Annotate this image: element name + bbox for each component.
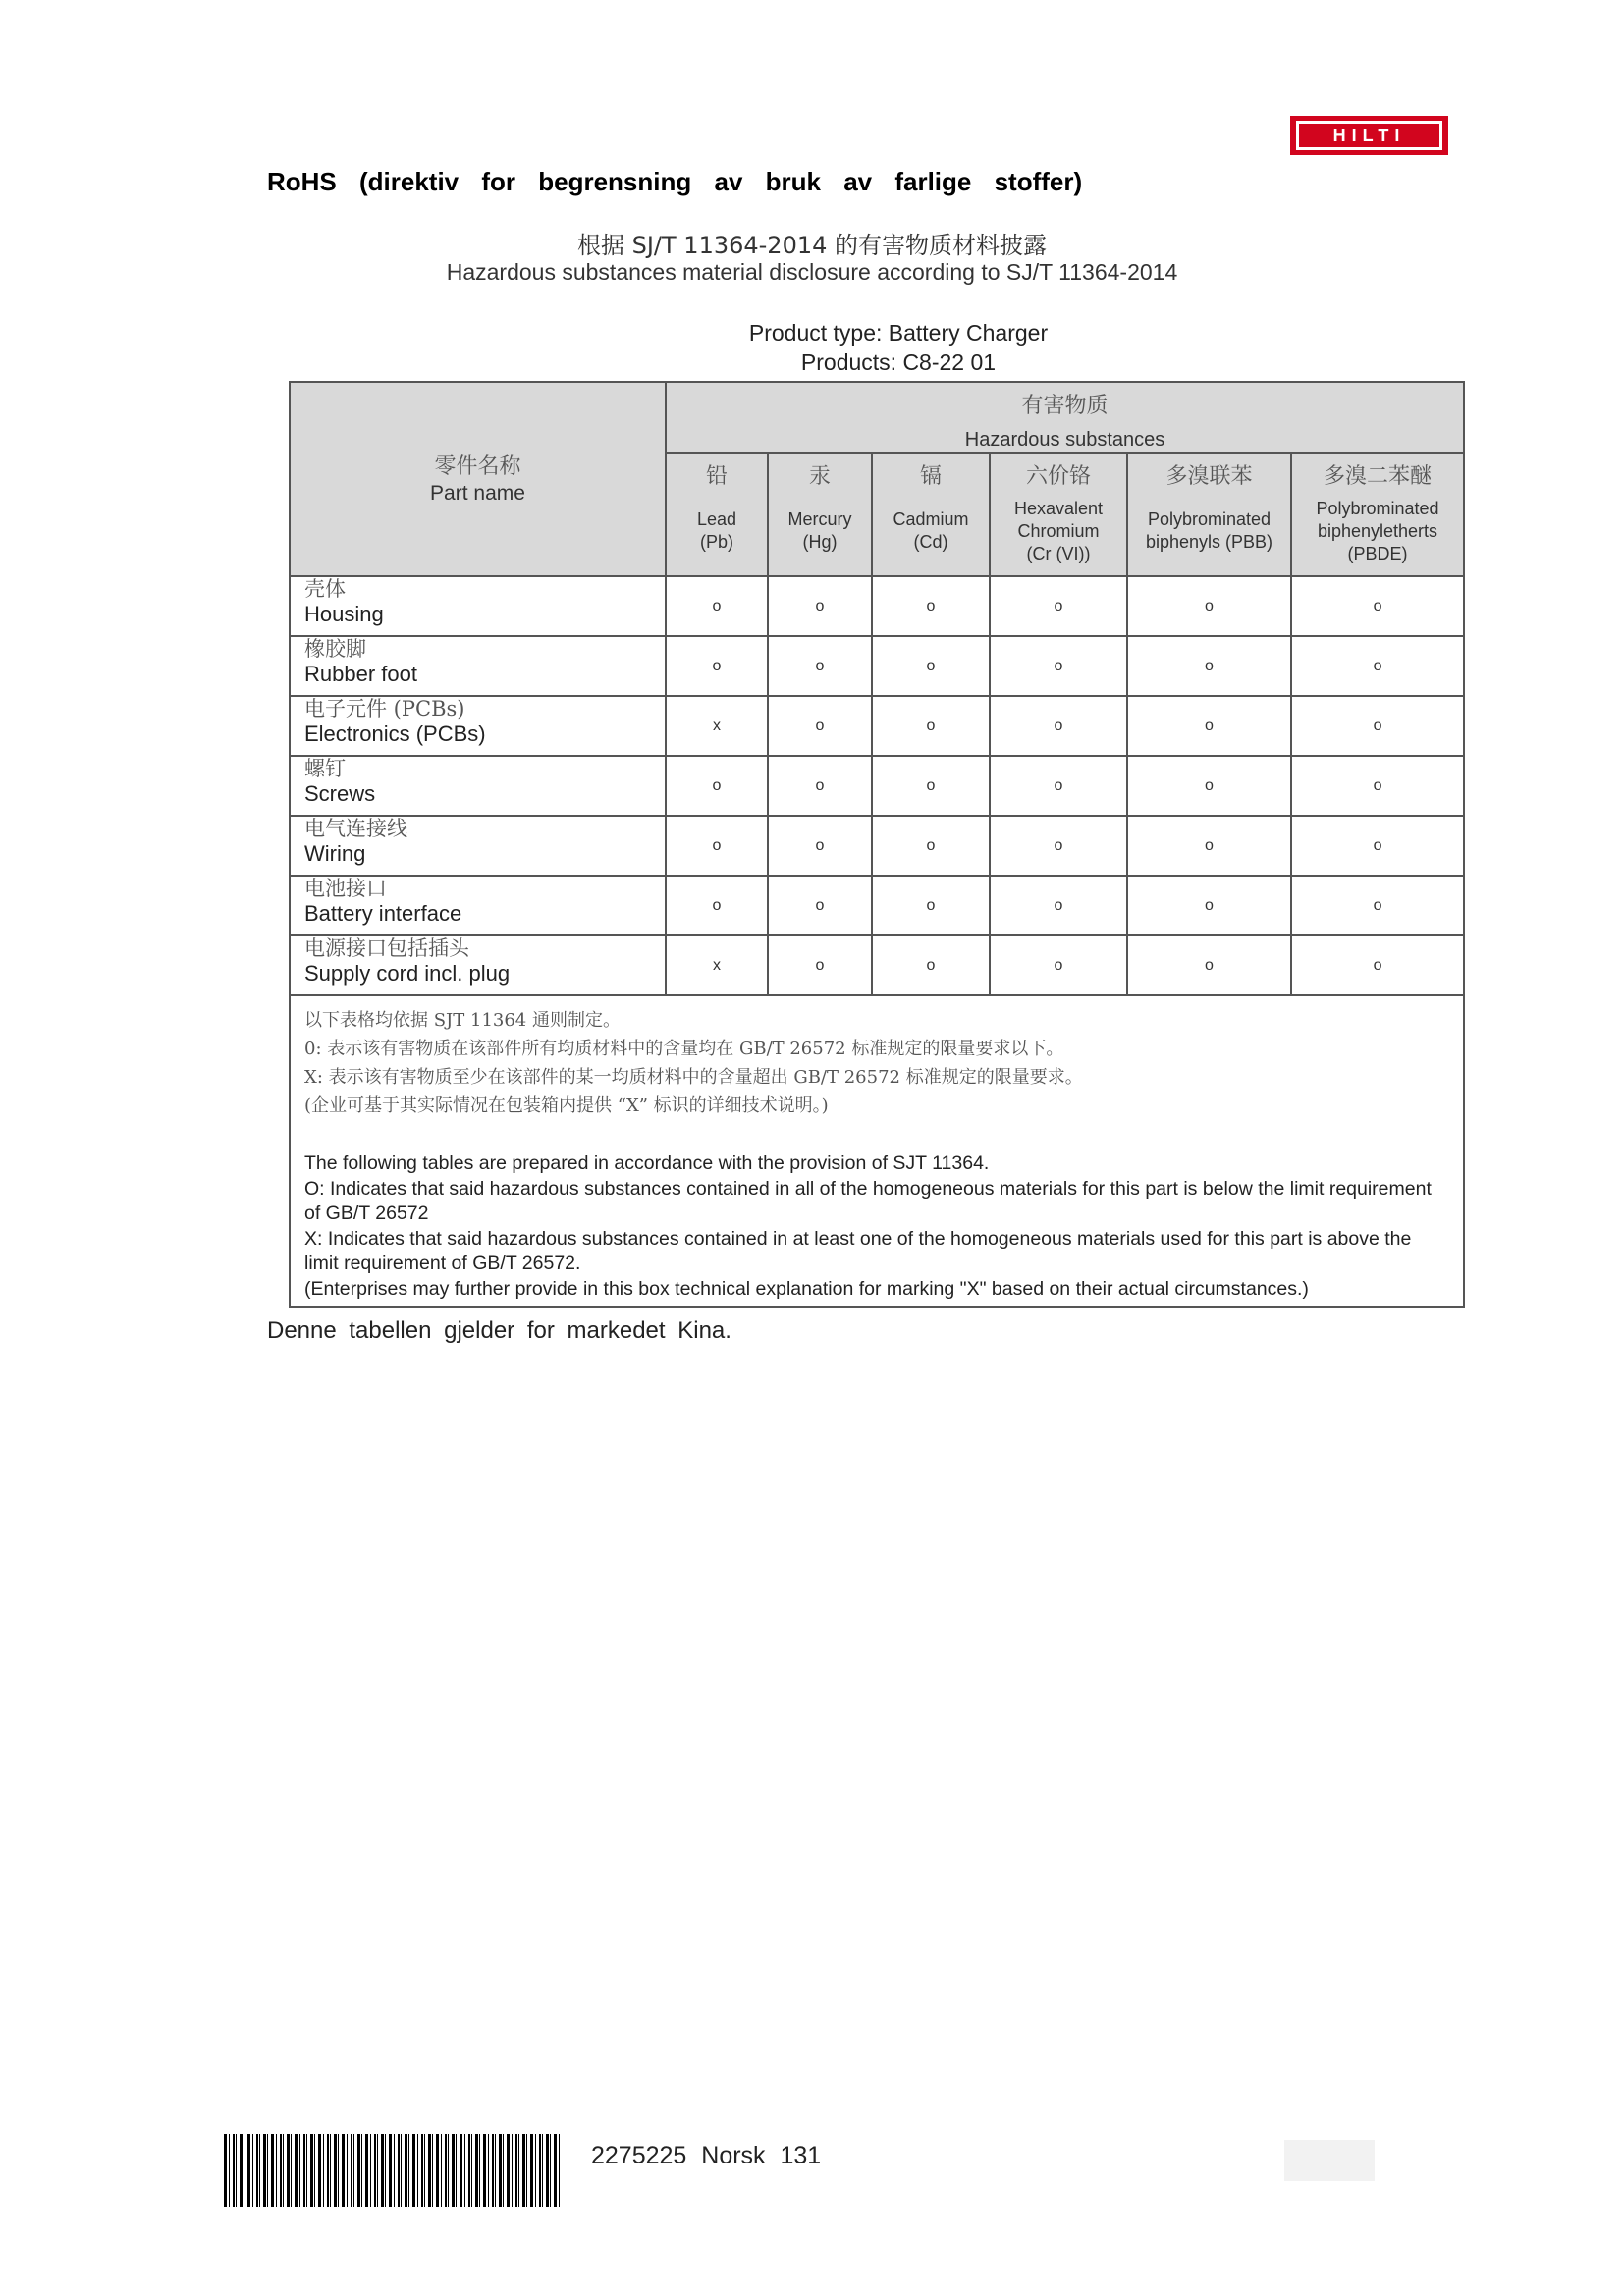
substance-mark: o	[1127, 816, 1291, 876]
substance-mark: o	[1127, 636, 1291, 696]
part-cell	[290, 876, 666, 935]
substance-en-3: (Cr (VI))	[1026, 543, 1091, 563]
products: Products: C8-22 01	[800, 349, 997, 375]
table-row	[290, 576, 1464, 636]
hazardous-header-cn: 有害物质	[1021, 394, 1109, 418]
hilti-logo	[1290, 116, 1448, 155]
substance-mark: o	[666, 576, 768, 636]
substance-en-1: Cadmium	[893, 509, 969, 529]
part-name-en: Battery interface	[304, 901, 462, 926]
substance-header	[768, 453, 872, 576]
barcode-icon	[224, 2134, 560, 2207]
part-name-en: Supply cord incl. plug	[304, 961, 511, 986]
table-row	[290, 696, 1464, 756]
hazardous-substances-table	[289, 381, 1465, 1308]
substance-en-1: Hexavalent	[1013, 498, 1104, 518]
substance-mark: o	[768, 696, 872, 756]
note-cn-line: 0: 表示该有害物质在该部件所有均质材料中的含量均在 GB/T 26572 标准规定的限量要求以下。	[304, 1039, 1064, 1059]
substance-mark: o	[990, 576, 1127, 636]
part-cell	[290, 636, 666, 696]
substance-en-2: biphenyls (PBB)	[1145, 532, 1273, 552]
footer-text: 2275225 Norsk 131	[591, 2142, 822, 2169]
substance-mark: o	[990, 935, 1127, 995]
table-row	[290, 935, 1464, 995]
substance-mark: o	[1291, 696, 1464, 756]
product-type: Product type: Battery Charger	[748, 320, 1049, 346]
substance-mark: x	[666, 696, 768, 756]
hilti-logo-text: HILTI	[1296, 121, 1442, 150]
substance-en-1: Mercury	[787, 509, 852, 529]
substance-mark: o	[990, 696, 1127, 756]
substance-en-3: (PBDE)	[1347, 543, 1408, 563]
part-name-cn: 电子元件 (PCBs)	[304, 697, 465, 721]
substance-en-1: Polybrominated	[1147, 509, 1272, 529]
substance-mark: o	[990, 876, 1127, 935]
substance-mark: o	[666, 756, 768, 816]
substance-cn: 多溴联苯	[1165, 464, 1253, 489]
substance-mark: o	[872, 816, 990, 876]
substance-mark: o	[872, 876, 990, 935]
part-cell	[290, 756, 666, 816]
substance-cn: 汞	[808, 464, 831, 489]
note-en-line: The following tables are prepared in accordance with the provision of SJT 11364.	[304, 1152, 990, 1174]
note-en-line: (Enterprises may further provide in this box technical explanation for marking "X" based on their actual circumstances.)	[304, 1277, 1309, 1300]
substance-cn: 多溴二苯醚	[1324, 464, 1433, 489]
part-cell	[290, 576, 666, 636]
substance-mark: o	[1291, 876, 1464, 935]
substance-header	[1291, 453, 1464, 576]
substance-mark: o	[990, 816, 1127, 876]
note-cn-line: X: 表示该有害物质至少在该部件的某一均质材料中的含量超出 GB/T 26572 标准规定的限量要求。	[304, 1067, 1083, 1088]
part-name-header-cn: 零件名称	[434, 454, 521, 479]
substance-mark: o	[872, 756, 990, 816]
substance-en-2: (Pb)	[699, 532, 733, 552]
substance-mark: x	[666, 935, 768, 995]
substance-mark: o	[768, 756, 872, 816]
table-notes	[290, 995, 1464, 1307]
substance-mark: o	[768, 636, 872, 696]
part-name-cn: 电气连接线	[304, 817, 407, 840]
part-cell	[290, 935, 666, 995]
part-name-header-en: Part name	[430, 482, 525, 505]
substance-mark: o	[768, 935, 872, 995]
page-heading: RoHS (direktiv for begrensning av bruk av farlige stoffer)	[267, 167, 1083, 196]
part-cell	[290, 696, 666, 756]
market-note: Denne tabellen gjelder for markedet Kina.	[267, 1317, 731, 1344]
substance-mark: o	[768, 876, 872, 935]
substance-cn: 镉	[919, 464, 942, 489]
hazardous-substances-header	[666, 382, 1464, 453]
note-en-line: X: Indicates that said hazardous substances contained in at least one of the homogeneous materials used for this part is above the limit requirement of GB/T 26572.	[304, 1227, 1412, 1274]
substance-mark: o	[872, 696, 990, 756]
substance-en-2: (Hg)	[802, 532, 838, 552]
substance-mark: o	[1127, 696, 1291, 756]
part-name-en: Screws	[304, 781, 376, 806]
note-en-line: O: Indicates that said hazardous substances contained in all of the homogeneous materials for this part is below the limit requirement of GB/T 26572	[304, 1177, 1432, 1224]
substance-mark: o	[666, 816, 768, 876]
substance-header	[666, 453, 768, 576]
substance-cn: 六价铬	[1025, 464, 1091, 489]
disclosure-title-en: Hazardous substances material disclosure according to SJ/T 11364-2014	[446, 259, 1178, 285]
part-name-cn: 橡胶脚	[304, 637, 366, 661]
substance-mark: o	[872, 576, 990, 636]
substance-mark: o	[768, 816, 872, 876]
part-name-en: Electronics (PCBs)	[304, 721, 486, 746]
substance-mark: o	[1127, 576, 1291, 636]
part-name-cn: 螺钉	[304, 757, 346, 780]
part-name-cn: 电源接口包括插头	[304, 936, 469, 960]
substance-mark: o	[872, 636, 990, 696]
substance-mark: o	[1291, 756, 1464, 816]
substance-mark: o	[666, 876, 768, 935]
table-row	[290, 756, 1464, 816]
substance-mark: o	[990, 756, 1127, 816]
substance-mark: o	[1127, 876, 1291, 935]
table-row	[290, 636, 1464, 696]
part-name-header	[290, 382, 666, 576]
substance-mark: o	[1291, 816, 1464, 876]
substance-mark: o	[1291, 576, 1464, 636]
part-name-en: Housing	[304, 602, 384, 626]
substance-mark: o	[1291, 935, 1464, 995]
substance-mark: o	[1291, 636, 1464, 696]
disclosure-title-cn: 根据 SJ/T 11364-2014 的有害物质材料披露	[576, 232, 1048, 259]
substance-cn: 铅	[705, 464, 728, 489]
substance-mark: o	[1127, 935, 1291, 995]
part-cell	[290, 816, 666, 876]
table-row	[290, 816, 1464, 876]
hazardous-header-en: Hazardous substances	[964, 429, 1165, 451]
substance-en-2: biphenyletherts	[1317, 520, 1438, 541]
part-name-cn: 壳体	[304, 577, 346, 601]
substance-en-1: Lead	[696, 509, 737, 529]
substance-header	[872, 453, 990, 576]
note-cn-line: (企业可基于其实际情况在包装箱内提供 “X” 标识的详细技术说明。)	[304, 1095, 829, 1116]
note-cn-line: 以下表格均依据 SJT 11364 通则制定。	[304, 1010, 621, 1031]
table-row	[290, 876, 1464, 935]
substance-header	[990, 453, 1127, 576]
part-name-en: Rubber foot	[304, 662, 417, 686]
substance-header	[1127, 453, 1291, 576]
substance-mark: o	[872, 935, 990, 995]
substance-mark: o	[666, 636, 768, 696]
substance-en-1: Polybrominated	[1316, 498, 1439, 518]
substance-mark: o	[768, 576, 872, 636]
substance-en-2: Chromium	[1017, 520, 1100, 541]
substance-mark: o	[990, 636, 1127, 696]
page-tab-marker	[1284, 2140, 1375, 2181]
part-name-en: Wiring	[304, 841, 366, 866]
notes-en	[304, 1151, 1449, 1302]
part-name-cn: 电池接口	[304, 877, 387, 900]
substance-en-2: (Cd)	[913, 532, 948, 552]
substance-mark: o	[1127, 756, 1291, 816]
